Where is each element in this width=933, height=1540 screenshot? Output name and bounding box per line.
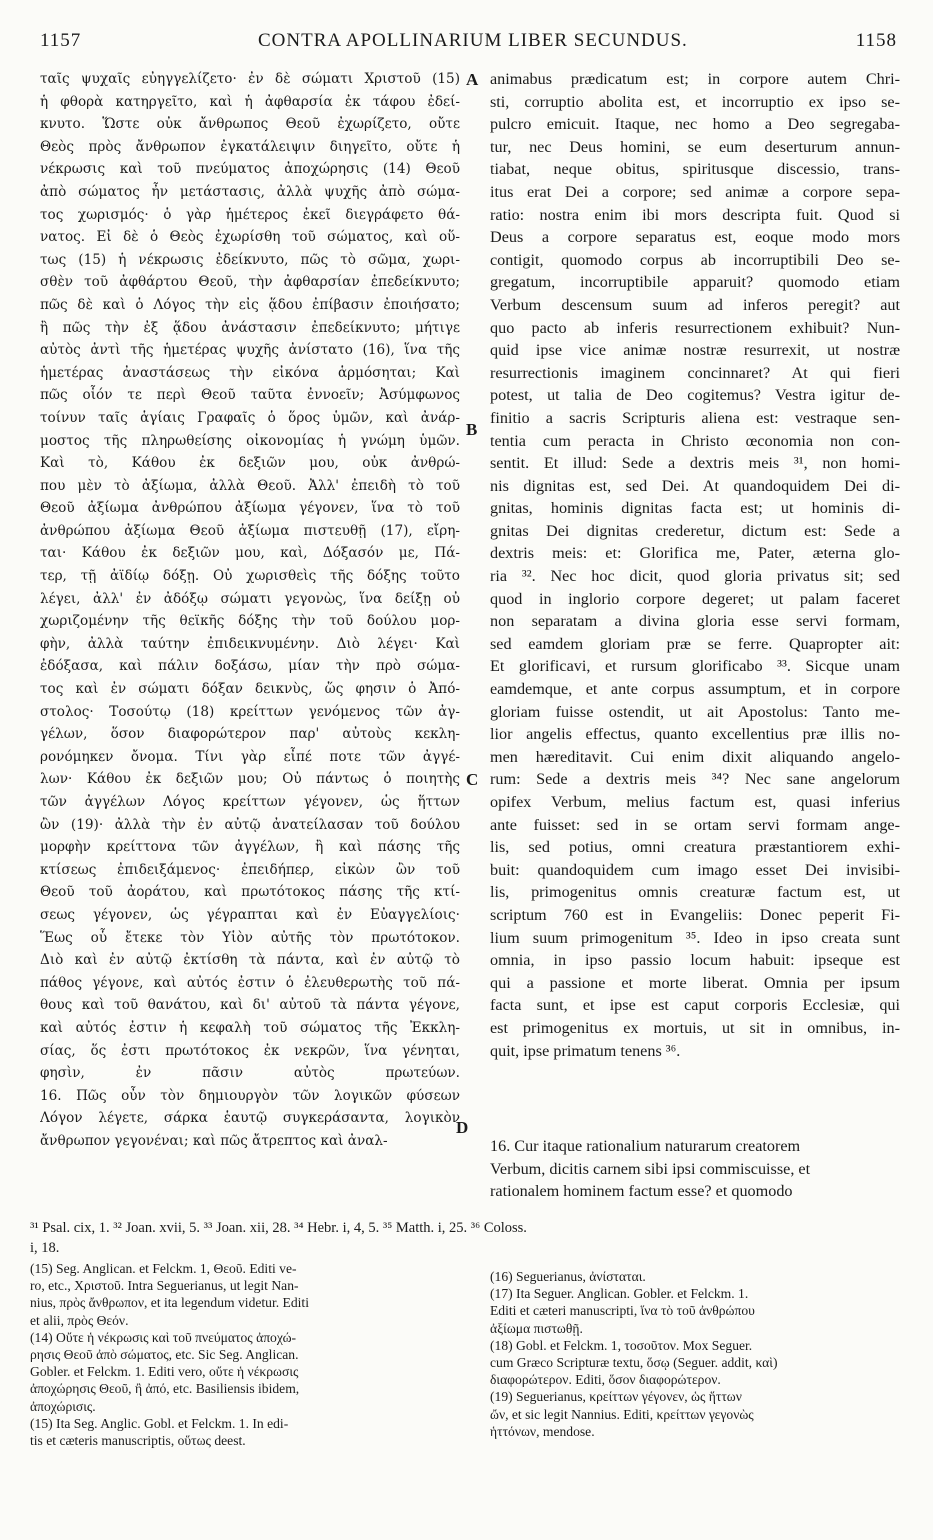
greek-text-line: σθὲν τοῦ ἀφθάρτου Θεοῦ, τὴν ἀφθαρσίαν ἐπεδείκνυτο; (40, 274, 460, 291)
latin-text-line: tur, nec Deus homini, se eum deserturum annun- (490, 137, 900, 156)
page-header (0, 24, 933, 54)
latin-text-line: ria ³². Nec hoc dicit, quod gloria privatus sit; sed (490, 567, 900, 586)
latin-text-line: Deus a corpore separatus est, eoque modo mors (490, 228, 900, 247)
margin-letter-b: B (466, 420, 478, 439)
footnotes-left (30, 1260, 455, 1449)
latin-text-line: ratio: nostra enim ibi mors descripta fuit. Quod si (490, 205, 900, 224)
greek-text-line: σίας, ὅς ἐστι πρωτότοκος ἐκ νεκρῶν, ἵνα γένηται, (40, 1042, 460, 1059)
greek-text-line: Θεὸς πρὸς ἄνθρωπον ἐγκατάλειψιν διηγεῖτο, οὔτε ἡ (40, 138, 460, 155)
latin-text-line: ante fuisset: sed in se ortam servi formam ange- (490, 815, 900, 834)
footnote-line: Gobler. et Felckm. 1. Editi vero, οὔτε ἡ νέκρωσις (30, 1364, 299, 1380)
greek-text-line: ἡμετέρας ἀναστάσεως τὴν εἰκόνα ἁρμόσηται; Καὶ (40, 364, 460, 381)
greek-text-line: Ἕως οὗ ἔτεκε τὸν Υἱὸν αὐτῆς τὸν πρωτότοκον. (40, 929, 460, 946)
greek-text-line: ρονόμηκεν ὄνομα. Τίνι γὰρ εἶπέ ποτε τῶν ἀγγέ- (40, 748, 460, 765)
latin-text-line: lium suum primogenitum ³⁵. Ideo in ipso creata sunt (490, 928, 900, 947)
footnote-line: (19) Seguerianus, κρείττων γέγονεν, ὡς ἥττων (490, 1389, 742, 1405)
latin-text-line: men hæreditavit. Cui enim dixit aliquando angelo- (490, 747, 900, 766)
latin-text-line: quit, ipse primatum tenens ³⁶. (490, 1041, 681, 1060)
latin-text-line: est primogenitus ex mortuis, ut sit in omnibus, in- (490, 1018, 900, 1037)
footnote-line: (16) Seguerianus, ἀνίσταται. (490, 1269, 646, 1284)
footnote-line: cum Græco Scripturæ textu, ὅσῳ (Seguer. addit, καὶ) (490, 1354, 778, 1370)
greek-text-line: πῶς δὲ καὶ ὁ Λόγος τὴν εἰς ᾅδου ἐπίβασιν ἐποιήσατο; (40, 296, 460, 313)
latin-text-line: lis, sed potius, omni creatura præstantiorem exhi- (490, 838, 900, 857)
greek-text-line: κτίσεως ἐπιδειξάμενος· ἐπειδήπερ, εἰκὼν ὢν τοῦ (40, 861, 460, 878)
greek-text-line: πῶς οἷόν τε περὶ Θεοῦ ταῦτα ἐννοεῖν; Ἀσύμφωνος (40, 387, 460, 404)
greek-text-line: χωριζομένην τῆς θεϊκῆς δόξης τὴν τοῦ δούλου μορ- (40, 613, 460, 630)
latin-text-line: rationalem hominem factum esse? et quomodo (490, 1182, 793, 1201)
greek-text-line: Διὸ καὶ ἐν αὐτῷ ἐκτίσθη τὰ πάντα, καὶ ἐν αὐτῷ τὸ (40, 952, 460, 969)
greek-text-line: γέλων, ὅσον διαφορώτερον παρ' αὐτοὺς κεκλη- (40, 726, 460, 743)
latin-text-line: nis dignitas est, sed Dei. At quandoquidem Dei di- (490, 476, 900, 495)
greek-text-line: πάθος γέγονε, καὶ αὐτός ἐστιν ὁ ἐλευθερωτὴς τοῦ πά- (40, 974, 460, 991)
greek-text-line: κνυτο. Ὥστε οὐκ ἄνθρωπος Θεοῦ ἐχωρίζετο, οὔτε (40, 116, 460, 133)
latin-text-line: qui a passione et morte liberat. Omnia per ipsum (490, 973, 900, 992)
latin-text-line: Verbum, dicitis carnem sibi ipsi commiscuisse, et (490, 1159, 811, 1178)
latin-text-line: Et glorificavi, et rursum glorificabo ³³. Sicque unam (490, 657, 900, 676)
latin-text-line: lior angelis effectus, quanto excellentius præ illis no- (490, 725, 900, 744)
margin-letter-d: D (456, 1118, 469, 1137)
latin-text-line: lis, primogenitus omnis creaturæ factum est, ut (490, 883, 900, 902)
latin-text-line: gnitas Dei dignitas crederetur, dictum est: Sede a (490, 521, 900, 540)
greek-text-line: Λόγον λέγετε, σάρκα ἑαυτῷ συγκεράσαντα, λογικὸν (40, 1110, 460, 1127)
greek-text-line: τως (15) ἡ νέκρωσις ἐδείκνυτο, πῶς τὸ σῶμα, χωρι- (40, 251, 460, 268)
page-number-right: 1158 (855, 30, 897, 51)
latin-text-line: resurrectionis imaginem concinnaret? At qui fieri (490, 363, 900, 382)
greek-text-line: τος καὶ ἐν σώματι δόξαν δεικνὺς, ὥς φησιν ὁ Ἀπό- (40, 681, 460, 698)
greek-column (40, 68, 460, 1153)
greek-text-line: ἄνθρωπον γεγονέναι; καὶ πῶς ἄτρεπτος καὶ ἀναλ- (40, 1132, 388, 1149)
footnote-line: ro, etc., Χριστοῦ. Intra Seguerianus, ut legit Nan- (30, 1278, 299, 1294)
greek-text-line: 16. Πῶς οὖν τὸν δημιουργὸν τῶν λογικῶν φύσεων (40, 1087, 460, 1104)
greek-text-line: ἢ πῶς τὴν ἐξ ᾅδου ἀνάστασιν ἐπεδείκνυτο; μήτιγε (40, 319, 460, 336)
latin-text-line: rum: Sede a dextris meis ³⁴? Nec sane angelorum (490, 770, 900, 789)
greek-text-line: τοίνυν ταῖς ἁγίαις Γραφαῖς ὁ ὅρος ὑμῶν, καὶ ἀνάρ- (40, 409, 460, 426)
footnote-line: tis et cæteris manuscriptis, οὕτως deest. (30, 1432, 246, 1448)
footnote-line: (17) Ita Seguer. Anglican. Gobler. et Felckm. 1. (490, 1286, 749, 1302)
greek-text-line: που μὲν τὸ ἀξίωμα, ἀλλὰ Θεοῦ. Ἀλλ' ἐπειδὴ τὸ τοῦ (40, 477, 460, 494)
greek-text-line: ἀπὸ σώματος ἦν μετάστασις, ἀλλὰ ψυχῆς ἀπὸ σώμα- (40, 183, 460, 200)
footnote-line: (18) Gobl. et Felckm. 1, τοσοῦτον. Mox Seguer. (490, 1337, 753, 1353)
footnote-line: Editi et cæteri manuscripti, ἵνα τὸ τοῦ ἀνθρώπου (490, 1303, 755, 1319)
footnote-line: (15) Seg. Anglican. et Felckm. 1, Θεοῦ. Editi ve- (30, 1261, 297, 1276)
greek-text-line: τερ, τῇ ἀϊδίῳ δόξῃ. Οὐ χωρισθεὶς τῆς δόξης τοῦτο (40, 568, 460, 585)
greek-text-line: ἐδόξασα, καὶ πάλιν δοξάσω, μίαν τὴν πρὸ σώμα- (40, 658, 460, 675)
greek-text-line: Καὶ τὸ, Κάθου ἐκ δεξιῶν μου, οὐκ ἀνθρώ- (40, 455, 460, 472)
latin-text-line: sed eamdem gloriam præ se ferre. Quapropter ait: (490, 634, 900, 653)
latin-text-line: opifex Verbum, melius factum est, quasi inferius (490, 793, 900, 811)
latin-column-continuation (490, 1135, 900, 1203)
greek-text-line: Θεοῦ τοῦ ἀοράτου, καὶ πρωτότοκος πάσης τῆς κτί- (40, 884, 460, 901)
latin-text-line: dextris meis: et: Glorifica me, Pater, æterna glo- (490, 544, 900, 563)
latin-text-line: contigit, quomodo corpus ab incorruptibili Deo se- (490, 250, 900, 269)
latin-column (490, 68, 900, 1062)
greek-text-line: ταῖς ψυχαῖς εὐηγγελίζετο· ἐν δὲ σώματι Χριστοῦ (15) (40, 71, 460, 87)
greek-text-line: φησὶν, ἐν πᾶσιν αὐτὸς πρωτεύων. (40, 1065, 460, 1082)
greek-text-line: ὢν (19)· ἀλλὰ τὴν ἐν αὐτῷ ἀνατείλασαν τοῦ δούλου (40, 816, 460, 833)
latin-text-line: Verbum descensum suum ad inferos peregit? aut (490, 295, 900, 314)
footnote-line: nius, πρὸς ἄνθρωπον, et ita legendum videtur. Editi (30, 1295, 309, 1311)
greek-text-line: μοστος τῆς πληρωθείσης οἰκονομίας ἡ γνώμη ὑμῶν. (40, 432, 460, 449)
latin-text-line: quod in inglorio corpore degeret; ut palam faceret (490, 589, 900, 608)
latin-text-line: sentit. Et illud: Sede a dextris meis ³¹, non homi- (490, 454, 900, 473)
greek-text-line: ἀνθρώπου ἀξίωμα Θεοῦ ἀξίωμα πιστευθῇ (17), εἴρη- (40, 522, 460, 539)
latin-text-line: gnitas, hominis dignitas facta est; ut hominis di- (490, 499, 900, 518)
latin-text-line: gregatum, incorruptibile apparuit? quomodo etiam (490, 273, 900, 292)
greek-text-line: καὶ αὐτός ἐστιν ἡ κεφαλὴ τοῦ σώματος τῆς Ἐκκλη- (40, 1019, 460, 1036)
footnote-line: ὤν, et sic legit Nannius. Editi, κρείττων γεγονὼς (490, 1406, 754, 1422)
latin-text-line: finitio a sacris Scripturis aliena est: vestraque sen- (490, 408, 900, 427)
latin-text-line: potest, ut talia de Deo cogitemus? Vestra igitur de- (490, 386, 900, 405)
latin-text-line: facta sunt, et ipse est caput corporis Ecclesiæ, qui (490, 996, 900, 1015)
greek-text-line: τος χωρισμός· ὁ γὰρ ἡμέτερος ἐκεῖ διεγράφετο θά- (40, 206, 460, 223)
greek-text-line: ται· Κάθου ἐκ δεξιῶν μου, καὶ, Δόξασόν με, Πά- (40, 545, 460, 562)
latin-text-line: quid ipse vice animæ nostræ resurrexit, ut nostræ (490, 341, 900, 360)
page-number-left: 1157 (40, 30, 82, 51)
latin-text-line: buit: quandoquidem cum imago esset Dei invisibi- (490, 860, 900, 879)
footnote-line: ἀποχώρισις. (30, 1398, 96, 1414)
greek-text-line: αὐτὸς ἀντὶ τῆς ἡμετέρας ψυχῆς ἀνίστατο (16), ἵνα τῆς (40, 342, 460, 359)
reference-line: i, 18. (30, 1240, 60, 1256)
latin-text-line: gloriam fuisse ostendit, ut ait Apostolus: Tanto me- (490, 702, 900, 721)
latin-text-line: itus erat Dei a corpore; sed animæ a corpore sepa- (490, 182, 900, 201)
greek-text-line: στολος· Τοσούτῳ (18) κρείττων γενόμενος τῶν ἀγ- (40, 703, 460, 720)
latin-text-line: sti, corruptio abolita est, et incorruptio ex ipso se- (490, 92, 900, 111)
latin-text-line: scriptum 760 est in Evangeliis: Donec peperit Fi- (490, 905, 900, 924)
greek-text-line: θους καὶ τοῦ θανάτου, καὶ δι' αὐτοῦ τὰ πάντα γέγονε, (40, 997, 460, 1014)
latin-text-line: quo pacto ab inferis resurrectionem exhibuit? Nun- (490, 318, 900, 337)
greek-text-line: νέκρωσις καὶ τοῦ πνεύματος ἀποχώρησις (14) Θεοῦ (40, 161, 460, 178)
footnote-line: (15) Ita Seg. Anglic. Gobl. et Felckm. 1. In edi- (30, 1415, 289, 1431)
latin-text-line: eamdemque, et ante corpus assumptum, et in corpore (490, 680, 900, 699)
footnote-line: ἡττόνων, mendose. (490, 1423, 595, 1439)
running-title: CONTRA APOLLINARIUM LIBER SECUNDUS. (258, 30, 688, 51)
latin-text-line: pulcro emicuit. Itaque, nec homo a Deo segregaba- (490, 115, 900, 134)
greek-text-line: σεως γέγονεν, ὡς γέγραπται καὶ ἐν Εὐαγγελίοις· (40, 906, 460, 923)
footnote-line: ἀποχώρησις Θεοῦ, ἢ ἀπό, etc. Basiliensis ibidem, (30, 1381, 300, 1397)
greek-text-line: μορφὴν κρείττονα τῶν ἀγγέλων, ἢ καὶ πάσης τῆς (40, 839, 460, 856)
greek-text-line: λέγει, ἀλλ' ἐν ἀδόξῳ σώματι γεγονὼς, ἵνα δείξῃ οὐ (40, 590, 460, 607)
margin-letter-a: A (466, 70, 479, 89)
scripture-references (30, 1218, 900, 1258)
margin-letter-c: C (466, 770, 479, 789)
greek-text-line: Θεοῦ ἀξίωμα ἀνθρώπου ἀξίωμα γέγονεν, ἵνα τὸ τοῦ (40, 500, 460, 517)
latin-text-line: omnia, in ipso passio locum habuit: ipseque est (490, 951, 900, 970)
greek-text-line: λων· Κάθου ἐκ δεξιῶν μου; Οὐ πάντως ὁ ποιητὴς (40, 771, 460, 788)
greek-text-line: φὴν, ἀλλὰ ταύτην ἐπιδεικνυμένην. Διὸ λέγει· Καὶ (40, 635, 460, 652)
footnote-line: διαφορώτερον. Editi, ὅσον διαφορώτερον. (490, 1372, 721, 1388)
latin-text-line: 16. Cur itaque rationalium naturarum creatorem (490, 1137, 801, 1155)
footnotes-right (490, 1268, 905, 1440)
greek-text-line: τῶν ἀγγέλων Λόγος κρείττων γέγονεν, ὡς ἥττων (40, 794, 460, 810)
reference-line: ³¹ Psal. cix, 1. ³² Joan. xvii, 5. ³³ Joan. xii, 28. ³⁴ Hebr. i, 4, 5. ³⁵ Matth. i, 25. ³⁶ Coloss. (30, 1220, 527, 1236)
greek-text-line: ἡ φθορὰ κατηργεῖτο, καὶ ἡ ἀφθαρσία ἐκ τάφου ἐδεί- (40, 93, 460, 110)
footnote-line: (14) Οὔτε ἡ νέκρωσις καὶ τοῦ πνεύματος ἀποχώ- (30, 1329, 297, 1345)
latin-text-line: tiabat, neque obitus, spiritusque discessio, trans- (490, 160, 900, 179)
greek-text-line: νατος. Εἰ δὲ ὁ Θεὸς ἐχωρίσθη τοῦ σώματος, καὶ οὕ- (40, 229, 460, 246)
footnote-line: ρησις Θεοῦ ἀπὸ σώματος, etc. Sic Seg. Anglican. (30, 1346, 299, 1362)
latin-text-line: animabus prædicatum est; in corpore autem Chri- (490, 70, 900, 88)
footnote-line: ἀξίωμα πιστωθῇ. (490, 1320, 583, 1336)
latin-text-line: non separatam a divina gloria esse servi formam, (490, 612, 900, 631)
footnote-line: et alii, πρὸς Θεόν. (30, 1312, 129, 1328)
latin-text-line: tentia cum peracta in Christo œconomia non con- (490, 431, 900, 450)
